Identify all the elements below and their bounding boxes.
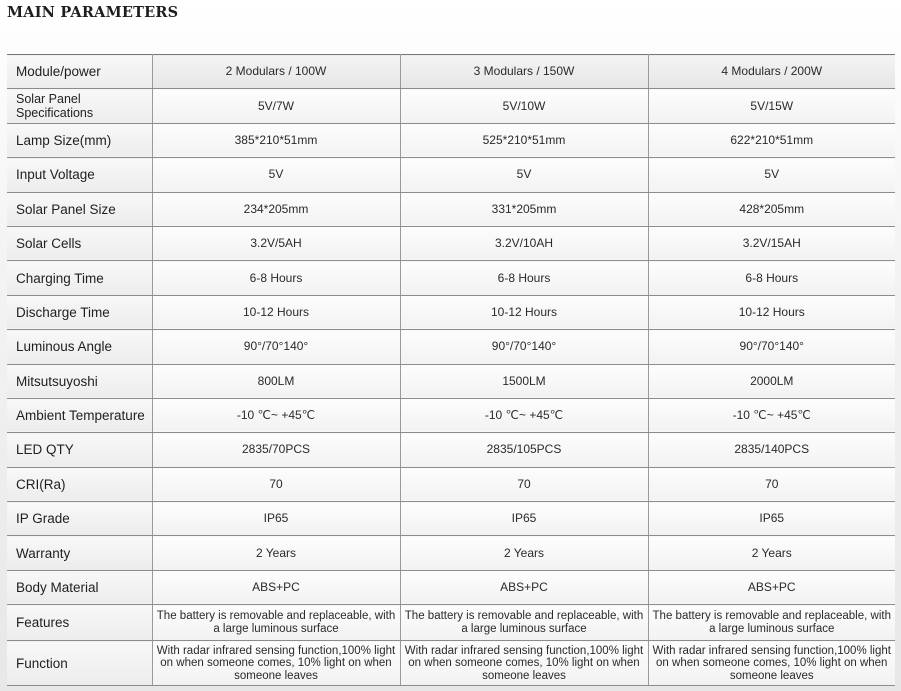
cell-150w: 5V <box>400 158 648 192</box>
cell-100w: 800LM <box>152 364 400 398</box>
cell-100w: The battery is removable and replaceable, with a large luminous surface <box>152 605 400 641</box>
cell-100w: 234*205mm <box>152 192 400 226</box>
row-label: IP Grade <box>7 502 152 536</box>
cell-200w: 5V/15W <box>648 89 895 123</box>
table-row <box>7 433 895 467</box>
cell-100w: With radar infrared sensing function,100% light on when someone comes, 10% light on when someone leaves <box>152 641 400 686</box>
table-row <box>7 123 895 157</box>
table-row <box>7 226 895 260</box>
row-label: Warranty <box>7 536 152 570</box>
table-row <box>7 261 895 295</box>
row-label: Solar Panel Specifications <box>7 89 152 123</box>
cell-150w: 3.2V/10AH <box>400 226 648 260</box>
cell-100w: IP65 <box>152 502 400 536</box>
cell-100w: 90°/70°140° <box>152 330 400 364</box>
cell-100w: 3.2V/5AH <box>152 226 400 260</box>
cell-100w: 2835/70PCS <box>152 433 400 467</box>
table-header-row <box>7 55 895 89</box>
cell-100w: 385*210*51mm <box>152 123 400 157</box>
cell-150w: 2 Years <box>400 536 648 570</box>
cell-150w: 2835/105PCS <box>400 433 648 467</box>
header-col-100w: 2 Modulars / 100W <box>152 55 400 89</box>
row-label: Input Voltage <box>7 158 152 192</box>
table-row <box>7 467 895 501</box>
cell-200w: 3.2V/15AH <box>648 226 895 260</box>
cell-200w: ABS+PC <box>648 570 895 604</box>
table-row <box>7 295 895 329</box>
cell-100w: -10 ℃~ +45℃ <box>152 398 400 432</box>
cell-200w: 90°/70°140° <box>648 330 895 364</box>
table-row <box>7 158 895 192</box>
row-label: Mitsutsuyoshi <box>7 364 152 398</box>
cell-200w: 6-8 Hours <box>648 261 895 295</box>
cell-150w: The battery is removable and replaceable, with a large luminous surface <box>400 605 648 641</box>
table-row <box>7 192 895 226</box>
cell-150w: 10-12 Hours <box>400 295 648 329</box>
cell-100w: 6-8 Hours <box>152 261 400 295</box>
row-label: Body Material <box>7 570 152 604</box>
cell-200w: 2000LM <box>648 364 895 398</box>
cell-150w: 525*210*51mm <box>400 123 648 157</box>
cell-100w: 5V <box>152 158 400 192</box>
row-label: Solar Panel Size <box>7 192 152 226</box>
table-row <box>7 502 895 536</box>
cell-150w: 5V/10W <box>400 89 648 123</box>
cell-150w: -10 ℃~ +45℃ <box>400 398 648 432</box>
cell-150w: IP65 <box>400 502 648 536</box>
header-label: Module/power <box>7 55 152 89</box>
cell-100w: 5V/7W <box>152 89 400 123</box>
row-label: Discharge Time <box>7 295 152 329</box>
cell-100w: 70 <box>152 467 400 501</box>
table-row <box>7 536 895 570</box>
cell-200w: 10-12 Hours <box>648 295 895 329</box>
table-row <box>7 364 895 398</box>
row-label: Solar Cells <box>7 226 152 260</box>
row-label: Features <box>7 605 152 641</box>
header-col-200w: 4 Modulars / 200W <box>648 55 895 89</box>
cell-100w: 10-12 Hours <box>152 295 400 329</box>
cell-150w: 1500LM <box>400 364 648 398</box>
row-label: CRI(Ra) <box>7 467 152 501</box>
row-label: Ambient Temperature <box>7 398 152 432</box>
cell-200w: 5V <box>648 158 895 192</box>
cell-200w: The battery is removable and replaceable, with a large luminous surface <box>648 605 895 641</box>
cell-200w: IP65 <box>648 502 895 536</box>
table-row <box>7 89 895 123</box>
cell-200w: 70 <box>648 467 895 501</box>
table-row <box>7 605 895 641</box>
row-label: Charging Time <box>7 261 152 295</box>
cell-200w: 2 Years <box>648 536 895 570</box>
page-title: MAIN PARAMETERS <box>7 4 179 21</box>
cell-200w: 2835/140PCS <box>648 433 895 467</box>
cell-150w: ABS+PC <box>400 570 648 604</box>
cell-200w: With radar infrared sensing function,100% light on when someone comes, 10% light on when someone leaves <box>648 641 895 686</box>
cell-150w: 90°/70°140° <box>400 330 648 364</box>
cell-200w: 428*205mm <box>648 192 895 226</box>
cell-200w: -10 ℃~ +45℃ <box>648 398 895 432</box>
row-label: Luminous Angle <box>7 330 152 364</box>
cell-150w: 331*205mm <box>400 192 648 226</box>
cell-200w: 622*210*51mm <box>648 123 895 157</box>
parameters-table <box>7 54 895 686</box>
table-row <box>7 641 895 686</box>
cell-100w: 2 Years <box>152 536 400 570</box>
cell-100w: ABS+PC <box>152 570 400 604</box>
cell-150w: 6-8 Hours <box>400 261 648 295</box>
header-col-150w: 3 Modulars / 150W <box>400 55 648 89</box>
cell-150w: With radar infrared sensing function,100% light on when someone comes, 10% light on when someone leaves <box>400 641 648 686</box>
cell-150w: 70 <box>400 467 648 501</box>
row-label: Lamp Size(mm) <box>7 123 152 157</box>
row-label: Function <box>7 641 152 686</box>
table-row <box>7 330 895 364</box>
row-label: LED QTY <box>7 433 152 467</box>
table-row <box>7 570 895 604</box>
table-row <box>7 398 895 432</box>
